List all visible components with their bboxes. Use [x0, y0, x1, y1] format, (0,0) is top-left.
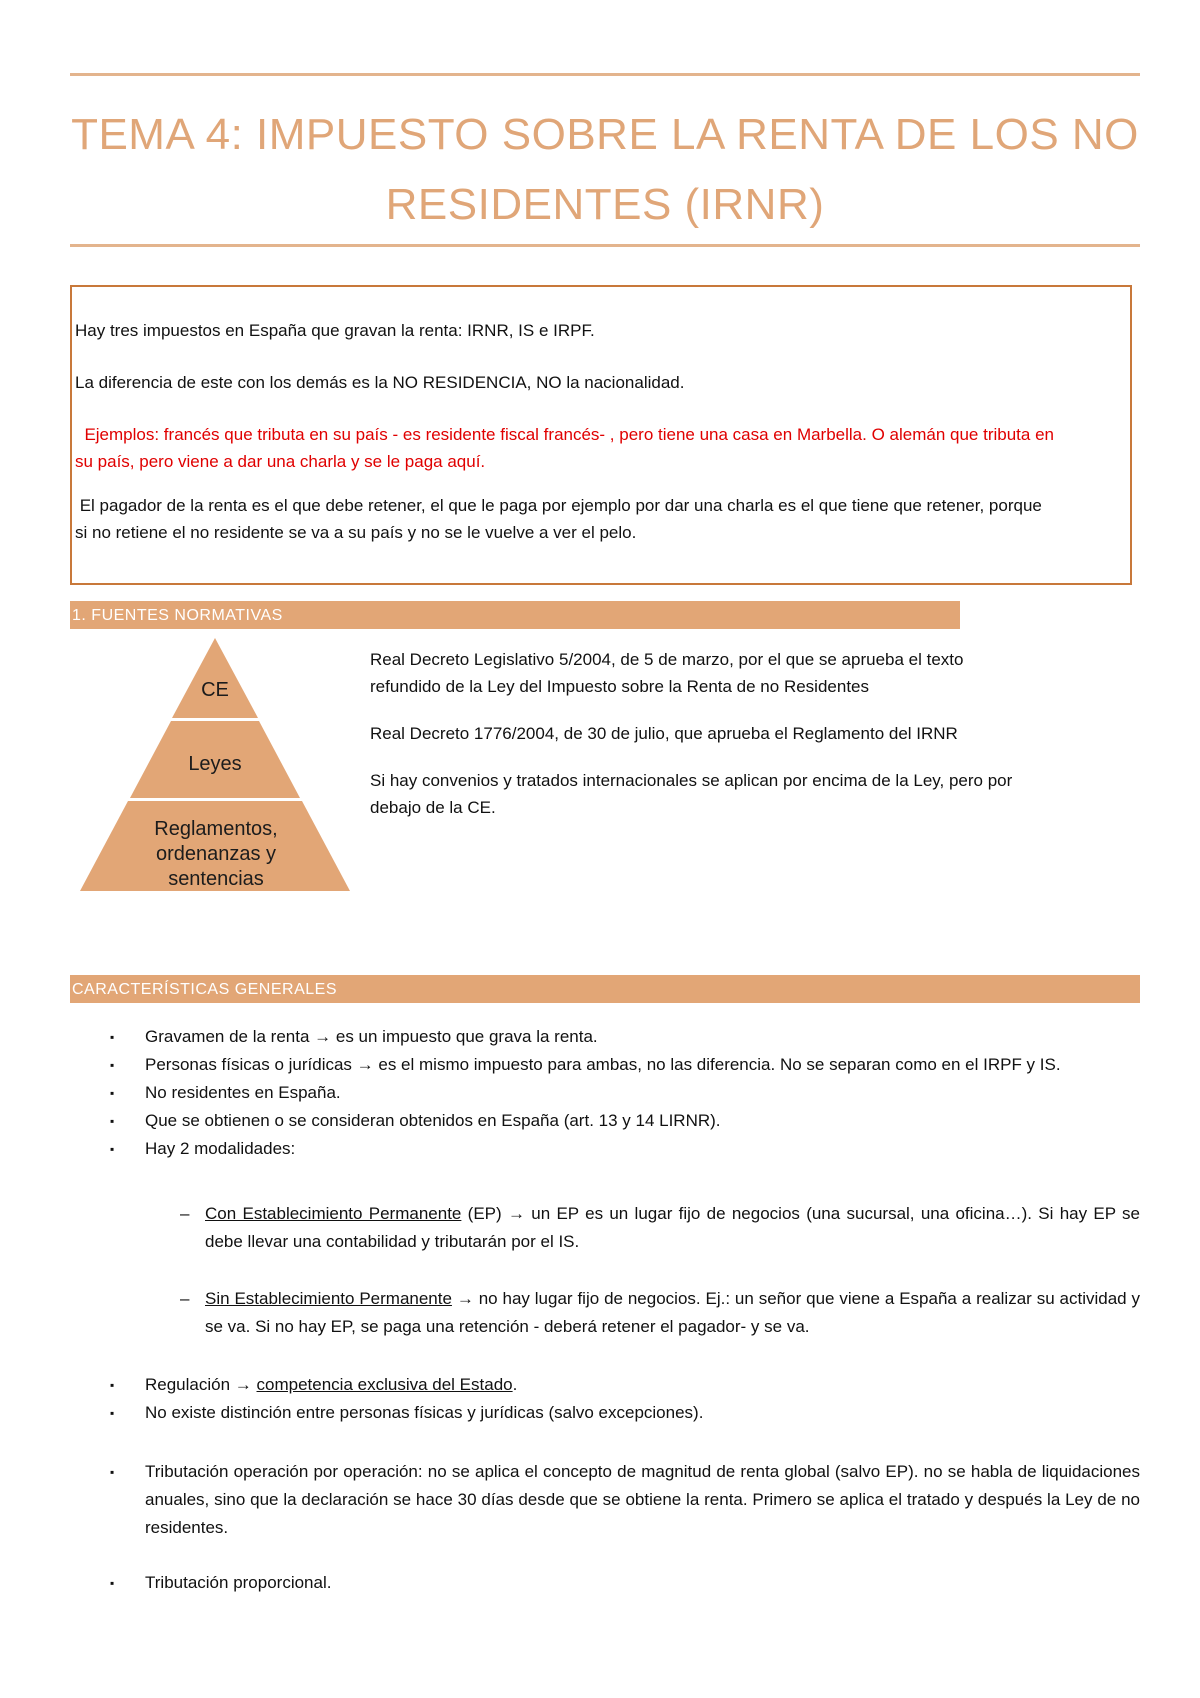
list-item: [110, 1107, 1140, 1135]
list-item: [110, 1023, 1140, 1051]
regulacion-post: .: [512, 1375, 518, 1394]
list-item-text: No existe distinción entre personas físicas y jurídicas (salvo excepciones).: [145, 1403, 704, 1422]
bullet-icon: ▪: [110, 1030, 115, 1044]
intro-examples-line2: su país, pero viene a dar una charla y se le paga aquí.: [75, 452, 486, 471]
page-title-line2: RESIDENTES (IRNR): [385, 180, 825, 229]
fuentes-p3-line1: Si hay convenios y tratados internacionales se aplican por encima de la Ley, pero por: [370, 771, 1013, 790]
list-item: [110, 1569, 1140, 1597]
intro-p4-line1: El pagador de la renta es el que debe retener, el que le paga por ejemplo por dar una charla es el que tiene que retener, porque: [75, 496, 1042, 515]
bullet-icon: ▪: [110, 1576, 115, 1590]
fuentes-paragraph-3: [370, 767, 1090, 821]
list-item-text: Personas físicas o jurídicas → es el mismo impuesto para ambas, no las diferencia. No se separan como en el IRPF y IS.: [145, 1055, 1061, 1074]
intro-examples: [75, 421, 1124, 475]
top-rule: [70, 73, 1140, 76]
list-item: [110, 1458, 1140, 1542]
list-item-text: Que se obtienen o se consideran obtenidos en España (art. 13 y 14 LIRNR).: [145, 1111, 721, 1130]
bullet-icon: ▪: [110, 1114, 115, 1128]
bullet-icon: ▪: [110, 1058, 115, 1072]
regulacion-link: competencia exclusiva del Estado: [256, 1375, 513, 1394]
fuentes-paragraph-1: [370, 646, 1090, 700]
normative-pyramid: [70, 638, 360, 898]
list-item: [110, 1399, 1140, 1427]
bullet-icon: ▪: [110, 1465, 115, 1479]
list-item: [110, 1079, 1140, 1107]
modality-con-ep-text: (EP) → un EP es un lugar fijo de negocios (una sucursal, una oficina…). Si hay EP se debe llevar una contabilidad y tributarán por el IS.: [205, 1204, 1140, 1251]
list-item: [110, 1135, 1140, 1163]
fuentes-text: [370, 646, 1090, 821]
bullet-icon: ▪: [110, 1142, 115, 1156]
characteristics-list-4: [110, 1569, 1140, 1597]
page-title-line1: TEMA 4: IMPUESTO SOBRE LA RENTA DE LOS NO: [71, 110, 1139, 159]
intro-paragraph-4: [75, 492, 1124, 546]
dash-icon: –: [180, 1204, 190, 1223]
bullet-icon: ▪: [110, 1406, 115, 1420]
section-heading-fuentes: 1. FUENTES NORMATIVAS: [70, 601, 960, 629]
bullet-icon: ▪: [110, 1086, 115, 1100]
regulacion-pre: Regulación →: [145, 1375, 257, 1394]
pyramid-label-bottom-2: ordenanzas y: [155, 843, 277, 865]
fuentes-p1-line1: Real Decreto Legislativo 5/2004, de 5 de marzo, por el que se aprueba el texto: [370, 650, 964, 669]
intro-paragraph-2: La diferencia de este con los demás es la NO RESIDENCIA, NO la nacionalidad.: [75, 373, 685, 392]
list-item-text: Gravamen de la renta → es un impuesto que grava la renta.: [145, 1027, 598, 1046]
list-item: [110, 1051, 1140, 1079]
intro-paragraph-1: Hay tres impuestos en España que gravan la renta: IRNR, IS e IRPF.: [75, 321, 595, 340]
modality-sin-ep-text: → no hay lugar fijo de negocios. Ej.: un señor que viene a España a realizar su actividad y se va. Si no hay EP, se paga una retención - deberá retener el pagador- y se va.: [205, 1289, 1140, 1336]
pyramid-tier-ce: [172, 638, 258, 718]
characteristics-list: [110, 1023, 1140, 1163]
list-item: [110, 1371, 1140, 1399]
fuentes-p1-line2: refundido de la Ley del Impuesto sobre la Renta de no Residentes: [370, 677, 869, 696]
page-title: [70, 100, 1140, 240]
list-item-text: Hay 2 modalidades:: [145, 1139, 296, 1158]
pyramid-label-bottom-3: sentencias: [168, 868, 264, 890]
intro-box: [70, 285, 1132, 585]
bullet-icon: ▪: [110, 1378, 115, 1392]
characteristics-list-2: [110, 1371, 1140, 1427]
modality-con-ep: [180, 1200, 1140, 1256]
intro-p4-line2: si no retiene el no residente se va a su país y no se le vuelve a ver el pelo.: [75, 523, 637, 542]
intro-examples-line1: Ejemplos: francés que tributa en su país - es residente fiscal francés- , pero tiene una casa en Marbella. O alemán que tributa en: [75, 425, 1054, 444]
pyramid-label-bottom-1: Reglamentos,: [154, 818, 278, 840]
list-item-text: No residentes en España.: [145, 1083, 341, 1102]
fuentes-paragraph-2: Real Decreto 1776/2004, de 30 de julio, que aprueba el Reglamento del IRNR: [370, 724, 958, 743]
list-item-text: Tributación proporcional.: [145, 1573, 332, 1592]
modality-sin-ep-term: Sin Establecimiento Permanente: [205, 1289, 452, 1308]
fuentes-p3-line2: debajo de la CE.: [370, 798, 496, 817]
section-heading-caracteristicas: CARACTERÍSTICAS GENERALES: [70, 975, 1140, 1003]
pyramid-label-ce: CE: [201, 679, 229, 701]
pyramid-label-leyes: Leyes: [188, 753, 242, 775]
bottom-rule: [70, 244, 1140, 247]
list-item-text: Tributación operación por operación: no se aplica el concepto de magnitud de renta global (salvo EP). no se habla de liquidaciones anuales, sino que la declaración se hace 30 días desde que se obtiene la renta. Primero se aplica el tratado y después la Ley de no residentes.: [145, 1462, 1140, 1537]
modality-con-ep-term: Con Establecimiento Permanente: [205, 1204, 462, 1223]
characteristics-list-3: [110, 1458, 1140, 1542]
modality-sin-ep: [180, 1285, 1140, 1341]
dash-icon: –: [180, 1289, 190, 1308]
